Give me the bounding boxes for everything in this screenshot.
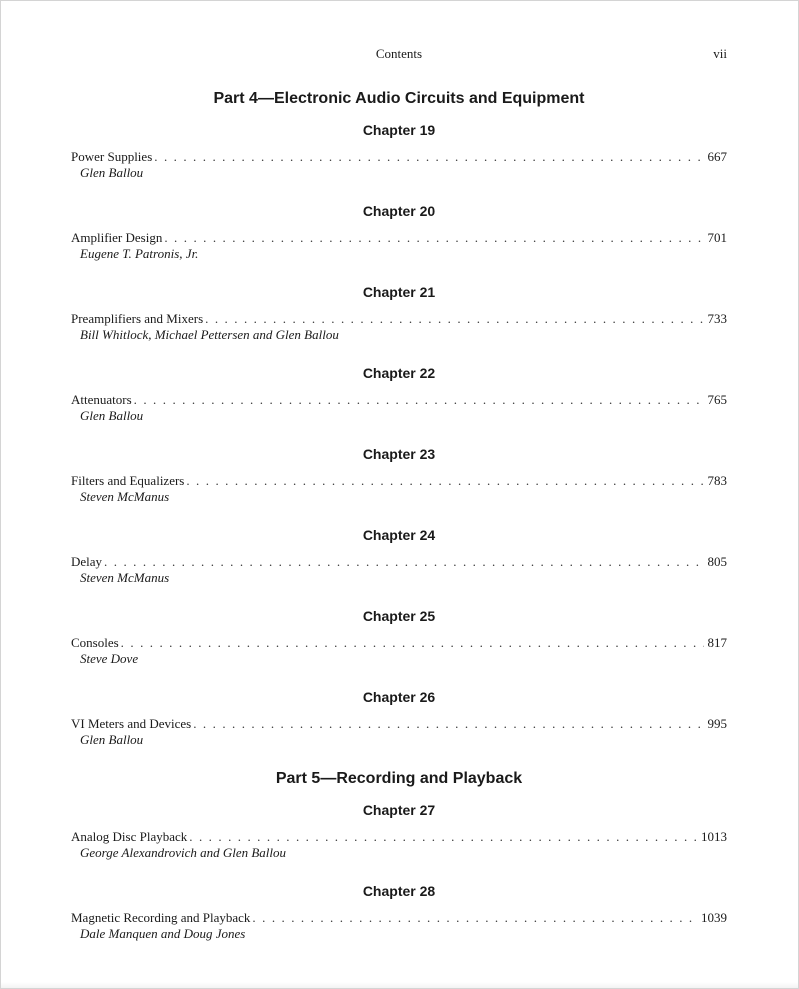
chapter-heading: Chapter 26 <box>362 689 436 705</box>
toc-chapter-27[interactable] <box>71 801 727 862</box>
toc-chapter-25[interactable] <box>71 607 727 668</box>
toc-entry[interactable] <box>71 716 727 732</box>
toc-chapter-22[interactable] <box>71 364 727 425</box>
toc-chapter-21[interactable] <box>71 283 727 344</box>
toc-entry[interactable] <box>71 311 727 327</box>
toc-entry[interactable] <box>71 635 727 651</box>
chapter-title: Amplifier Design <box>71 230 163 245</box>
chapter-heading: Chapter 24 <box>362 527 436 543</box>
chapter-page-number: 667 <box>707 149 727 164</box>
chapter-title: Delay <box>71 554 103 569</box>
toc-entry[interactable] <box>71 230 727 246</box>
chapter-heading: Chapter 20 <box>362 203 436 219</box>
chapter-page-number: 701 <box>707 230 727 245</box>
chapter-authors: George Alexandrovich and Glen Ballou <box>80 845 287 860</box>
chapter-page-number: 1039 <box>701 910 727 925</box>
part-title: Part 5—Recording and Playback <box>275 770 523 787</box>
dot-leader <box>252 910 697 926</box>
chapter-title: Magnetic Recording and Playback <box>71 910 251 925</box>
chapter-authors: Eugene T. Patronis, Jr. <box>80 246 199 261</box>
chapter-authors: Dale Manquen and Doug Jones <box>80 926 246 941</box>
chapter-title: Filters and Equalizers <box>71 473 185 488</box>
toc-chapter-28[interactable] <box>71 882 727 943</box>
chapter-heading: Chapter 25 <box>362 608 436 624</box>
running-head <box>71 46 727 64</box>
toc-chapter-24[interactable] <box>71 526 727 587</box>
dot-leader <box>193 716 703 732</box>
chapter-page-number: 995 <box>707 716 727 731</box>
chapter-authors: Steve Dove <box>80 651 139 666</box>
chapter-authors: Bill Whitlock, Michael Pettersen and Glen Ballou <box>80 327 339 342</box>
chapter-title: VI Meters and Devices <box>71 716 192 731</box>
chapter-page-number: 1013 <box>701 829 727 844</box>
chapter-authors: Steven McManus <box>80 570 170 585</box>
chapter-title: Consoles <box>71 635 119 650</box>
chapter-heading: Chapter 19 <box>362 122 436 138</box>
chapter-title: Attenuators <box>71 392 132 407</box>
toc-part-4 <box>71 89 727 749</box>
chapter-authors: Glen Ballou <box>80 165 144 180</box>
part-title: Part 4—Electronic Audio Circuits and Equipment <box>213 90 585 107</box>
toc-chapter-19[interactable] <box>71 121 727 182</box>
toc-entry[interactable] <box>71 149 727 165</box>
chapter-heading: Chapter 27 <box>362 802 436 818</box>
page-bottom-shadow <box>1 982 798 988</box>
dot-leader <box>205 311 703 327</box>
chapter-page-number: 783 <box>707 473 727 488</box>
chapter-page-number: 765 <box>707 392 727 407</box>
toc-entry[interactable] <box>71 473 727 489</box>
dot-leader <box>134 392 704 408</box>
chapter-heading: Chapter 23 <box>362 446 436 462</box>
chapter-heading: Chapter 28 <box>362 883 436 899</box>
toc-entry[interactable] <box>71 392 727 408</box>
dot-leader <box>189 829 697 845</box>
chapter-heading: Chapter 22 <box>362 365 436 381</box>
toc-entry[interactable] <box>71 829 727 845</box>
dot-leader <box>121 635 704 651</box>
toc-chapter-26[interactable] <box>71 688 727 749</box>
toc-chapter-20[interactable] <box>71 202 727 263</box>
dot-leader <box>164 230 703 246</box>
chapter-page-number: 817 <box>707 635 727 650</box>
toc-part-5 <box>71 769 727 943</box>
chapter-page-number: 805 <box>707 554 727 569</box>
chapter-title: Analog Disc Playback <box>71 829 188 844</box>
dot-leader <box>154 149 703 165</box>
chapter-heading: Chapter 21 <box>362 284 436 300</box>
chapter-title: Preamplifiers and Mixers <box>71 311 204 326</box>
running-head-title: Contents <box>375 46 423 61</box>
chapter-title: Power Supplies <box>71 149 153 164</box>
toc-chapter-23[interactable] <box>71 445 727 506</box>
running-head-page-number: vii <box>713 46 727 61</box>
table-of-contents <box>71 89 727 963</box>
dot-leader <box>104 554 703 570</box>
chapter-authors: Glen Ballou <box>80 408 144 423</box>
dot-leader <box>186 473 703 489</box>
toc-entry[interactable] <box>71 910 727 926</box>
chapter-authors: Glen Ballou <box>80 732 144 747</box>
chapter-page-number: 733 <box>707 311 727 326</box>
chapter-authors: Steven McManus <box>80 489 170 504</box>
toc-entry[interactable] <box>71 554 727 570</box>
